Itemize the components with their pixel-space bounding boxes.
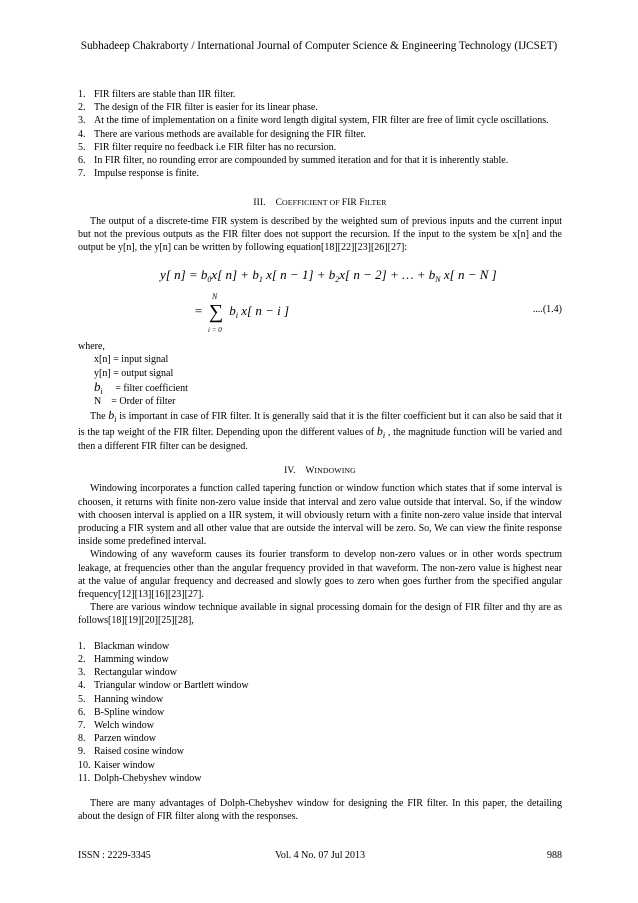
fir-equation <box>78 258 562 340</box>
list-item: 11. Dolph-Chebyshev window <box>78 772 202 784</box>
definition-row: x[n] = input signal <box>94 354 169 366</box>
running-header: Subhadeep Chakraborty / International Journal of Computer Science & Engineering Technology (IJCSET) <box>80 40 558 52</box>
section-4-heading: IV. WINDOWING <box>284 466 356 477</box>
equation-line-1: y[ $n] = b_0x$[ $n] + b_1$ x[ $n - 1] + b_2x$[ n − 2] + … + $b_N$ x[ n − N ] <box>160 267 497 285</box>
page-content <box>78 88 562 823</box>
list-item: 10. Kaiser window <box>78 759 155 771</box>
window-list <box>78 640 562 785</box>
advantages-list <box>78 88 562 180</box>
list-item: 4. There are various methods are available for designing the FIR filter. <box>78 128 366 140</box>
page-number: 988 <box>547 850 562 861</box>
where-label: where, <box>78 341 105 353</box>
list-item: 1. FIR filters are stable than IIR filter. <box>78 89 236 100</box>
list-item: 4. Triangular window or Bartlett window <box>78 680 249 692</box>
definition-row: y[n] = output signal <box>94 367 174 379</box>
section-3-heading: III. COEFFICIENT OF FIR FILTER <box>253 198 387 209</box>
list-item: 2. The design of the FIR filter is easier for its linear phase. <box>78 102 318 114</box>
definition-row: $b_i$ = filter coefficient <box>94 378 188 396</box>
list-item: 2. Hamming window <box>78 653 169 665</box>
section-4-paragraph-4: There are many advantages of Dolph-Chebyshev window for designing the FIR filter. In this paper, the detailing about the design of FIR filter along with the responses. <box>78 797 562 823</box>
list-item: 5. FIR filter require no feedback i.e FIR filter has no recursion. <box>78 141 337 153</box>
list-item: 3. At the time of implementation on a finite word length digital system, FIR filter are free of limit cycle oscillations. <box>78 115 549 127</box>
list-item: 9. Raised cosine window <box>78 746 184 758</box>
list-item: 1. Blackman window <box>78 640 170 652</box>
symbol-definitions <box>78 353 562 408</box>
list-item: 7. Impulse response is finite. <box>78 168 199 180</box>
section-4-paragraph-1: Windowing incorporates a function called tapering function or window function which states that if some interval is choosen, it returns with finite non-zero value inside that interval and zero value outside that interval. So, if the window with choosen interval is applied on a IIR system, it will obviously return with a finite non-zero value inside that interval producing a FIR system and all other value that are outside the interval will be zero. So, We can view the finite response inside some predefined interval. <box>78 483 562 548</box>
volume-label: Vol. 4 No. 07 Jul 2013 <box>274 850 366 861</box>
issn-label: ISSN : 2229-3345 <box>78 850 151 861</box>
definition-row: N = Order of filter <box>94 396 176 408</box>
list-item: 6. In FIR filter, no rounding error are compounded by summed iteration and for that it is inherently stable. <box>78 155 509 167</box>
equation-line-2: = N ∑ i = 0 $b_i$ x[ n − i ] <box>194 292 290 335</box>
section-3-intro: The output of a discrete-time FIR system is described by the weighted sum of previous inputs and the current input but not the previous outputs as the FIR filter does not support the recursion. If the input to the system be x[n] and the output be y[n], the y[n] can be written by following equation[18][22][23][26][27]: <box>78 215 562 254</box>
equation-number: ....(1.4) <box>532 304 562 316</box>
list-item: 6. B-Spline window <box>78 706 165 718</box>
list-item: 3. Rectangular window <box>78 667 178 679</box>
list-item: 7. Welch window <box>78 719 155 731</box>
section-4-paragraph-3: There are various window technique available in signal processing domain for the design of FIR filter and thy are as follows[18][19][20][25][28], <box>78 602 562 627</box>
section-4-paragraph-2: Windowing of any waveform causes its fourier transform to develop non-zero values or in other words spectrum leakage, at frequencies other than the angular frequency provided in that waveform. The non-zero value is highest near at the value of angular frequency and decreased and slowly goes to zero when goes further from the specified angular frequency[12][13][16][23][27]. <box>78 549 562 601</box>
list-item: 8. Parzen window <box>78 733 156 745</box>
section-3-paragraph-2: The $b_i$ is important in case of FIR filter. It is generally said that it is the filter coefficient but it can also be said that it is the tap weight of the FIR filter. Depending upon the different values of $b_i$ , the magnitude function will be varied and then a different FIR filter can be designed. <box>78 408 563 453</box>
list-item: 5. Hanning window <box>78 693 164 705</box>
